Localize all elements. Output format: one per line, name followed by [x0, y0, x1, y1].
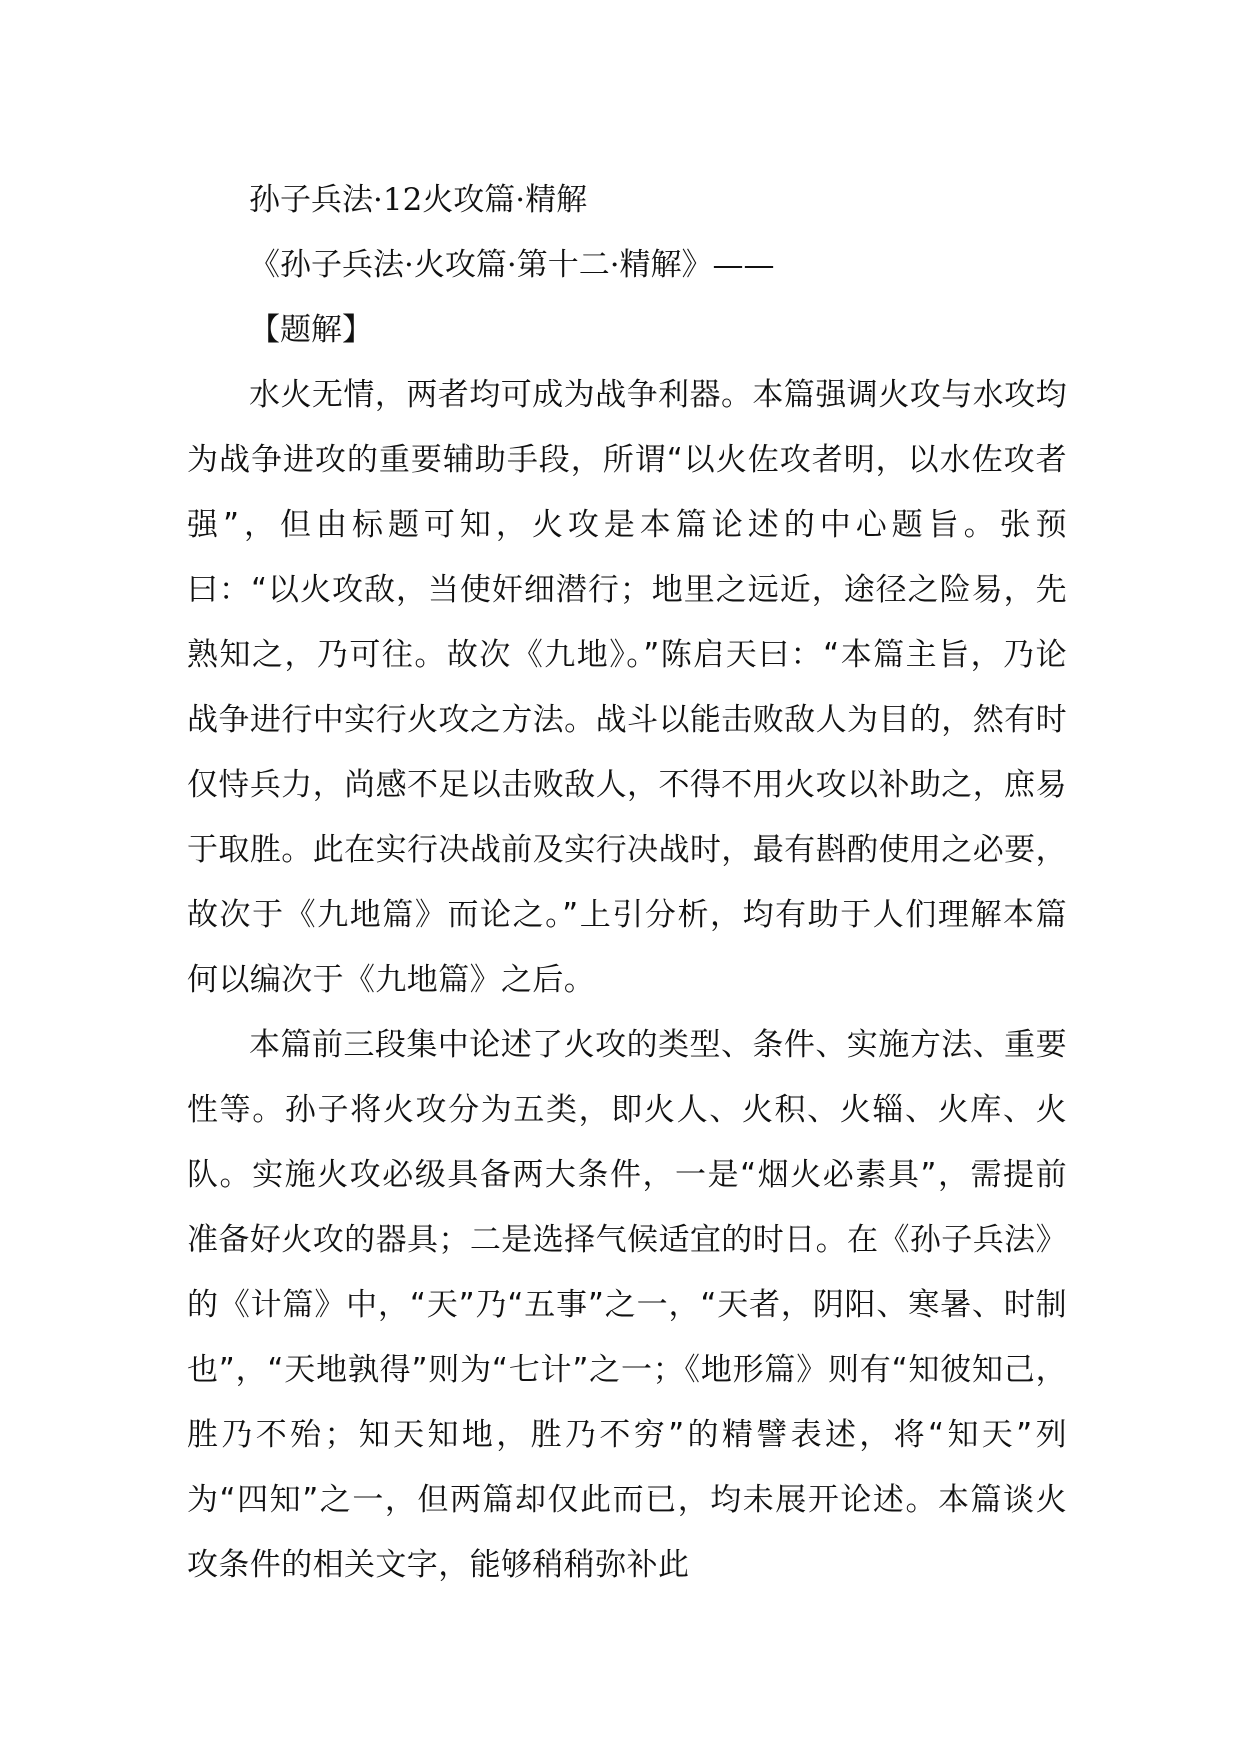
- document-body: [187, 168, 1067, 1598]
- document-title: 孙子兵法·12火攻篇·精解: [249, 182, 588, 218]
- document-subtitle: 《孙子兵法·火攻篇·第十二·精解》——: [249, 247, 775, 283]
- section-heading: 【题解】: [249, 312, 373, 348]
- paragraph-1: 水火无情，两者均可成为战争利器。本篇强调火攻与水攻均为战争进攻的重要辅助手段，所谓“以火佐攻者明，以水佐攻者强”，但由标题可知，火攻是本篇论述的中心题旨。张预曰：“以火攻敌，当使奸细潜行；地里之远近，途径之险易，先熟知之，乃可往。故次《九地》。”陈启天曰：“本篇主旨，乃论战争进行中实行火攻之方法。战斗以能击败敌人为目的，然有时仅恃兵力，尚感不足以击败敌人，不得不用火攻以补助之，庶易于取胜。此在实行决战前及实行决战时，最有斟酌使用之必要，故次于《九地篇》而论之。”上引分析，均有助于人们理解本篇何以编次于《九地篇》之后。: [187, 377, 1067, 998]
- paragraph-2: 本篇前三段集中论述了火攻的类型、条件、实施方法、重要性等。孙子将火攻分为五类，即火人、火积、火辎、火库、火队。实施火攻必级具备两大条件，一是“烟火必素具”，需提前准备好火攻的器具；二是选择气候适宜的时日。在《孙子兵法》的《计篇》中，“天”乃“五事”之一，“天者，阴阳、寒暑、时制也”，“天地孰得”则为“七计”之一；《地形篇》则有“知彼知己，胜乃不殆；知天知地，胜乃不穷”的精譬表述，将“知天”列为“四知”之一，但两篇却仅此而已，均未展开论述。本篇谈火攻条件的相关文字，能够稍稍弥补此: [187, 1027, 1067, 1583]
